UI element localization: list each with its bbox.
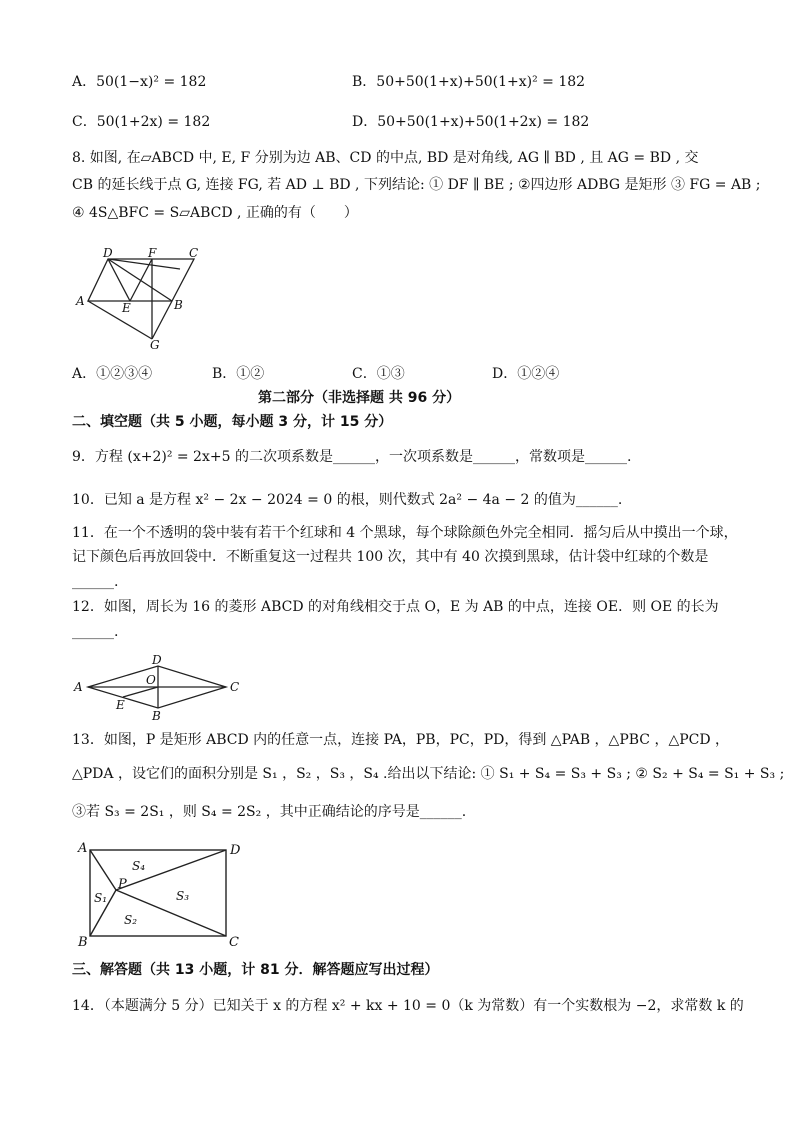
q13-label-s4: S₄	[132, 859, 146, 873]
q8-option-b: B．①②	[212, 366, 265, 382]
q7-option-b: B．50+50(1+x)+50(1+x)² = 182	[352, 74, 586, 90]
q13-line2: △PDA ，设它们的面积分别是 S₁ ，S₂ ，S₃ ，S₄ .给出以下结论: ① S₁ + S₄ = S₃ + S₃ ; ② S₂ + S₄ = S₁ + S₃ ;	[72, 766, 785, 782]
section3-title: 三、解答题（共 13 小题，计 81 分．解答题应写出过程）	[72, 962, 439, 978]
q13-label-p: P	[118, 877, 127, 892]
q7-option-a: A．50(1−x)² = 182	[72, 74, 207, 90]
q12-label-b: B	[152, 709, 161, 722]
q11-line3: ______.	[72, 574, 119, 590]
q8-label-c: C	[189, 246, 199, 260]
part2-title: 第二部分（非选择题 共 96 分）	[258, 390, 461, 406]
q11-line2: 记下颜色后再放回袋中．不断重复这一过程共 100 次，其中有 40 次摸到黑球，估计袋中红球的个数是	[72, 549, 709, 565]
q8-label-a: A	[76, 294, 85, 308]
q14-text: 14．（本题满分 5 分）已知关于 x 的方程 x² + kx + 10 = 0（k 为常数）有一个实数根为 −2，求常数 k 的	[72, 998, 744, 1014]
q8-stem-line2: CB 的延长线于点 G, 连接 FG, 若 AD ⊥ BD , 下列结论: ① DF ∥ BE ; ②四边形 ADBG 是矩形 ③ FG = AB ;	[72, 177, 761, 193]
q8-stem-line3: ④ 4S△BFC = S▱ABCD , 正确的有（ ）	[72, 205, 358, 221]
q11-line1: 11．在一个不透明的袋中装有若干个红球和 4 个黑球，每个球除颜色外完全相同．摇匀后从中摸出一个球，	[72, 525, 738, 541]
q12-label-d: D	[152, 653, 162, 667]
q13-label-s3: S₃	[176, 889, 190, 903]
q8-label-g: G	[150, 338, 160, 350]
q12-line2: ______.	[72, 624, 119, 640]
q7-option-c: C．50(1+2x) = 182	[72, 114, 211, 130]
q8-label-d: D	[103, 246, 113, 260]
q13-label-b: B	[78, 935, 88, 950]
q13-label-s2: S₂	[124, 913, 138, 927]
q8-label-b: B	[174, 298, 183, 312]
section2-title: 二、填空题（共 5 小题，每小题 3 分，计 15 分）	[72, 414, 393, 430]
q8-parallelogram-figure	[70, 245, 210, 350]
q12-label-o: O	[146, 673, 156, 687]
q12-rhombus-figure	[70, 652, 250, 722]
q7-option-d: D．50+50(1+x)+50(1+2x) = 182	[352, 114, 590, 130]
q8-option-a: A．①②③④	[72, 366, 153, 382]
q12-label-a: A	[74, 680, 83, 694]
q8-label-e: E	[122, 301, 131, 315]
q12-label-e: E	[116, 698, 125, 712]
q12-line1: 12．如图，周长为 16 的菱形 ABCD 的对角线相交于点 O，E 为 AB 的中点，连接 OE．则 OE 的长为	[72, 599, 719, 615]
q13-label-s1: S₁	[94, 891, 108, 905]
q9-text: 9．方程 (x+2)² = 2x+5 的二次项系数是______，一次项系数是______，常数项是______.	[72, 449, 632, 465]
q13-label-d: D	[230, 843, 241, 858]
q12-label-c: C	[230, 680, 240, 694]
q8-stem-line1: 8. 如图, 在▱ABCD 中, E, F 分别为边 AB、CD 的中点, BD 是对角线, AG ∥ BD , 且 AG = BD , 交	[72, 150, 699, 166]
q13-label-c: C	[229, 935, 239, 950]
q13-rectangle-figure	[72, 838, 262, 950]
q13-line3: ③若 S₃ = 2S₁ ，则 S₄ = 2S₂ ，其中正确结论的序号是______.	[72, 804, 467, 820]
q8-option-c: C．①③	[352, 366, 405, 382]
q8-option-d: D．①②④	[492, 366, 560, 382]
q10-text: 10．已知 a 是方程 x² − 2x − 2024 = 0 的根，则代数式 2a² − 4a − 2 的值为______.	[72, 492, 623, 508]
q13-line1: 13．如图，P 是矩形 ABCD 内的任意一点，连接 PA，PB，PC，PD，得到 △PAB ，△PBC ，△PCD ，	[72, 732, 730, 748]
q13-label-a: A	[78, 841, 88, 856]
q8-label-f: F	[148, 246, 157, 260]
